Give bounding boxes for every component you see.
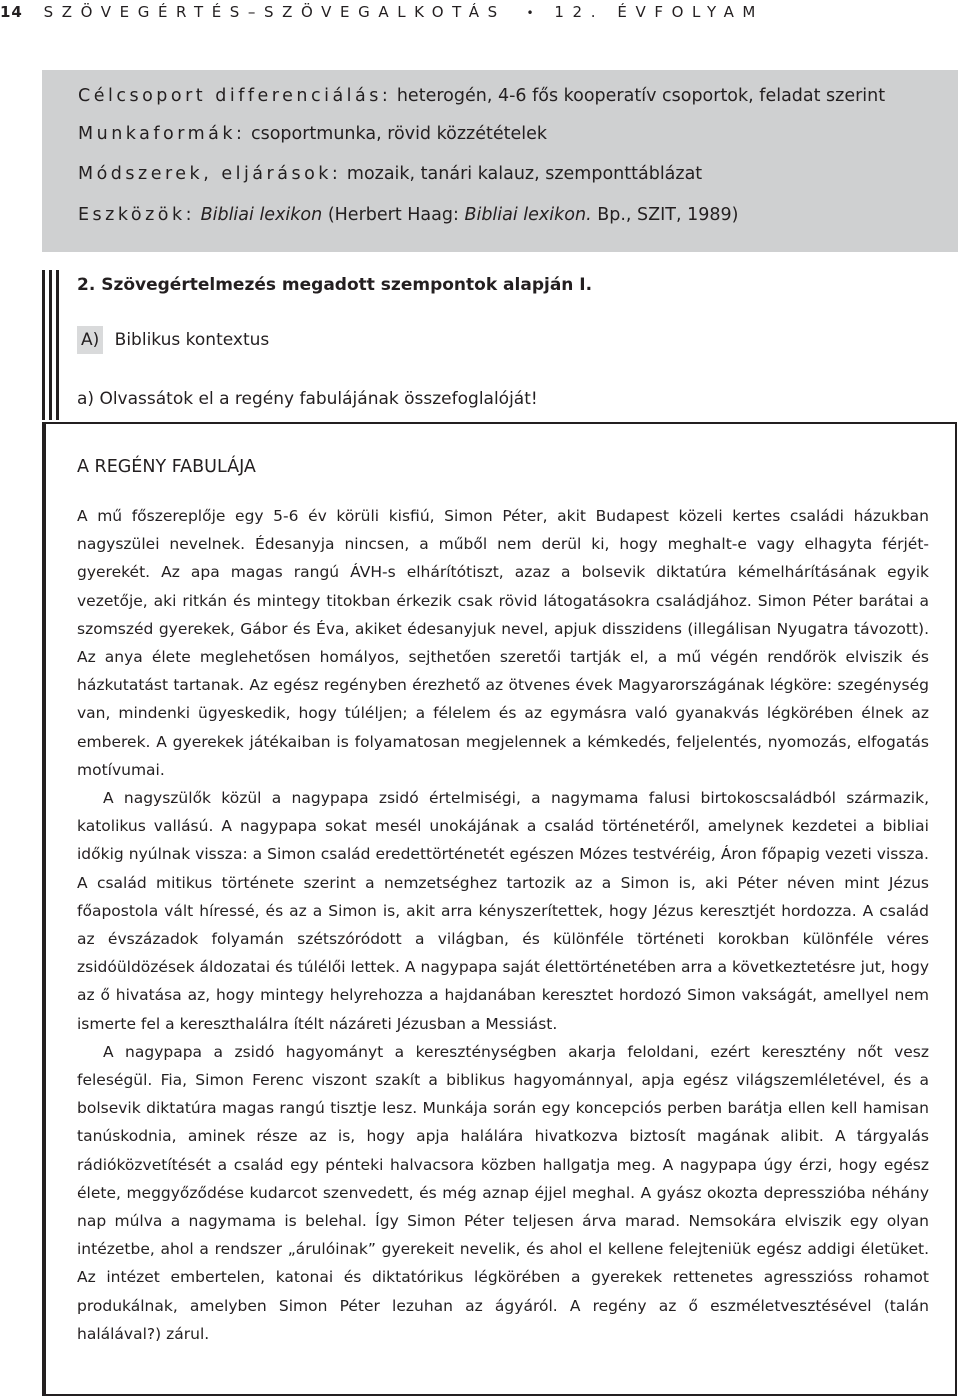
tools-lexicon-title-2: Bibliai lexikon.	[464, 205, 592, 225]
fabula-box	[42, 422, 957, 1396]
running-head-left: SZÖVEGÉRTÉS–SZÖVEGALKOTÁS	[43, 3, 506, 21]
tools-row	[78, 201, 738, 229]
methods-row	[78, 160, 702, 188]
paragraph: A nagypapa a zsidó hagyományt a kereszténységben akarja feloldani, ezért keresztény nőt vesz feleségül. Fia, Simon Ferenc viszont szakít a biblikus hagyománnyal, apja egész világszemléletével, és a bolsevik diktatúra magas rangú tisztje lesz. Munkája során egy koncepciós perben barátja ellen kell hamisan tanúskodnia, aminek része az is, hogy apja halálára hivatkozva biztosít magának alibit. A tárgyalás rádióközvetítését a család egy pénteki halvacsora közben hallgatja meg. A nagypapa úgy érzi, hogy egész élete, meggyőződése kudarcot szenvedett, és még aznap éjjel meghal. A gyász okozta depresszióba néhány nap múlva a nagymama is belehal. Így Simon Péter teljesen árva marad. Nemsokára elviszik egy olyan intézetbe, ahol a rendszer „árulóinak” gyerekeit nevelik, és ahol el kellene felejteniük egész addigi életüket. Az intézet embertelen, katonai és diktatórikus légkörében a gyerekek rettenetes agresszióss rohamot produkálnak, amelyben Simon Péter lezuhan az ágyáról. A regény az ő eszméletvesztésével (talán halálával?) zárul.	[77, 1042, 929, 1343]
frame-left-bar	[42, 422, 46, 1396]
box-text	[77, 502, 929, 1348]
task-instruction: a) Olvassátok el a regény fabulájának összefoglalóját!	[77, 389, 538, 409]
work-forms-value: csoportmunka, rövid közzétételek	[250, 124, 547, 144]
subsection-title: Biblikus kontextus	[114, 330, 270, 350]
margin-bar	[42, 270, 45, 420]
page-number: 14	[0, 3, 23, 21]
margin-bar	[56, 270, 59, 420]
target-group-value: heterogén, 4-6 fős kooperatív csoportok, feladat szerint	[396, 86, 886, 106]
work-forms-label: Munkaformák:	[78, 124, 246, 144]
running-head-right: 12. ÉVFOLYAM	[554, 3, 764, 21]
box-title: A REGÉNY FABULÁJA	[77, 457, 256, 477]
work-forms-row	[78, 120, 547, 148]
target-group-label: Célcsoport differenciálás:	[78, 86, 392, 106]
subsection-heading	[77, 326, 269, 354]
tools-lexicon-title: Bibliai lexikon	[200, 205, 323, 225]
paragraph: A mű főszereplője egy 5-6 év körüli kisfiú, Simon Péter, akit Budapest közeli kertes családi házukban nagyszülei nevelnek. Édesanyja nincsen, a műből nem derül ki, hogy meghalt-e vagy elhagyta férjét-gyerekét. Az apa magas rangú ÁVH-s elhárítótiszt, azaz a bolsevik diktatúra kémelhárításának egyik vezetője, aki ritkán és mintegy titokban érkezik csak rövid látogatásokra családjához. Simon Péter barátai a szomszéd gyerekek, Gábor és Éva, akiket édesanyjuk nevel, apjuk disszidens (illegálisan Nyugatra távozott). Az anya élete meglehetősen homályos, sejthetően szeretői tartják el, a mű végén rendőrök elviszik és házkutatást tartanak. Az egész regényben érezhető az ötvenes évek Magyarországának légköre: szegénység van, mindenki ügyeskedik, hogy túléljen; a félelem és az egymásra való gyanakvás légkörében élnek az emberek. A gyerekek játékaiban is folyamatosan megjelennek a kémkedés, feljelentés, nyomozás, elfogatás motívumai.	[77, 507, 929, 779]
margin-bar	[49, 270, 52, 420]
target-group-row	[78, 82, 885, 110]
subsection-marker: A)	[77, 326, 103, 354]
running-head-separator: •	[526, 6, 534, 20]
tools-label: Eszközök:	[78, 205, 196, 225]
tools-publisher: Bp., SZIT, 1989)	[597, 205, 739, 225]
methods-value: mozaik, tanári kalauz, szemponttáblázat	[346, 164, 703, 184]
tools-author: (Herbert Haag:	[327, 205, 459, 225]
lesson-info-box	[42, 70, 958, 252]
running-head	[0, 0, 960, 24]
margin-bars	[42, 270, 62, 420]
methods-label: Módszerek, eljárások:	[78, 164, 342, 184]
paragraph: A nagyszülők közül a nagypapa zsidó értelmiségi, a nagymama falusi birtokoscsaládból származik, katolikus vallású. A nagypapa sokat mesél unokájának a család történetéről, amelynek kezdetei a bibliai időkig nyúlnak vissza: a Simon család eredettörténetét egészen Mózes testvéréig, Áron főpapig vezeti vissza. A család mitikus története szerint a nemzetséghez tartozik az a Simon is, aki Péter néven mint Jézus főapostola vált híressé, és az a Simon is, akit arra kényszerítettek, hogy Jézus keresztjét hordozza. A család az évszázadok folyamán szétszóródott a világban, és különféle történeti korokban különféle véres zsidóüldözések áldozatai és túlélői lettek. A nagypapa saját élettörténetében arra a következtetésre jut, hogy az ő hivatása az, hogy mintegy helyrehozza a hajdanában keresztet hordozó Simon vakságát, amellyel nem ismerte fel a kereszthalálra ítélt názáreti Jézusban a Messiást.	[77, 789, 929, 1033]
section-title: 2. Szövegértelmezés megadott szempontok alapján I.	[77, 275, 593, 295]
